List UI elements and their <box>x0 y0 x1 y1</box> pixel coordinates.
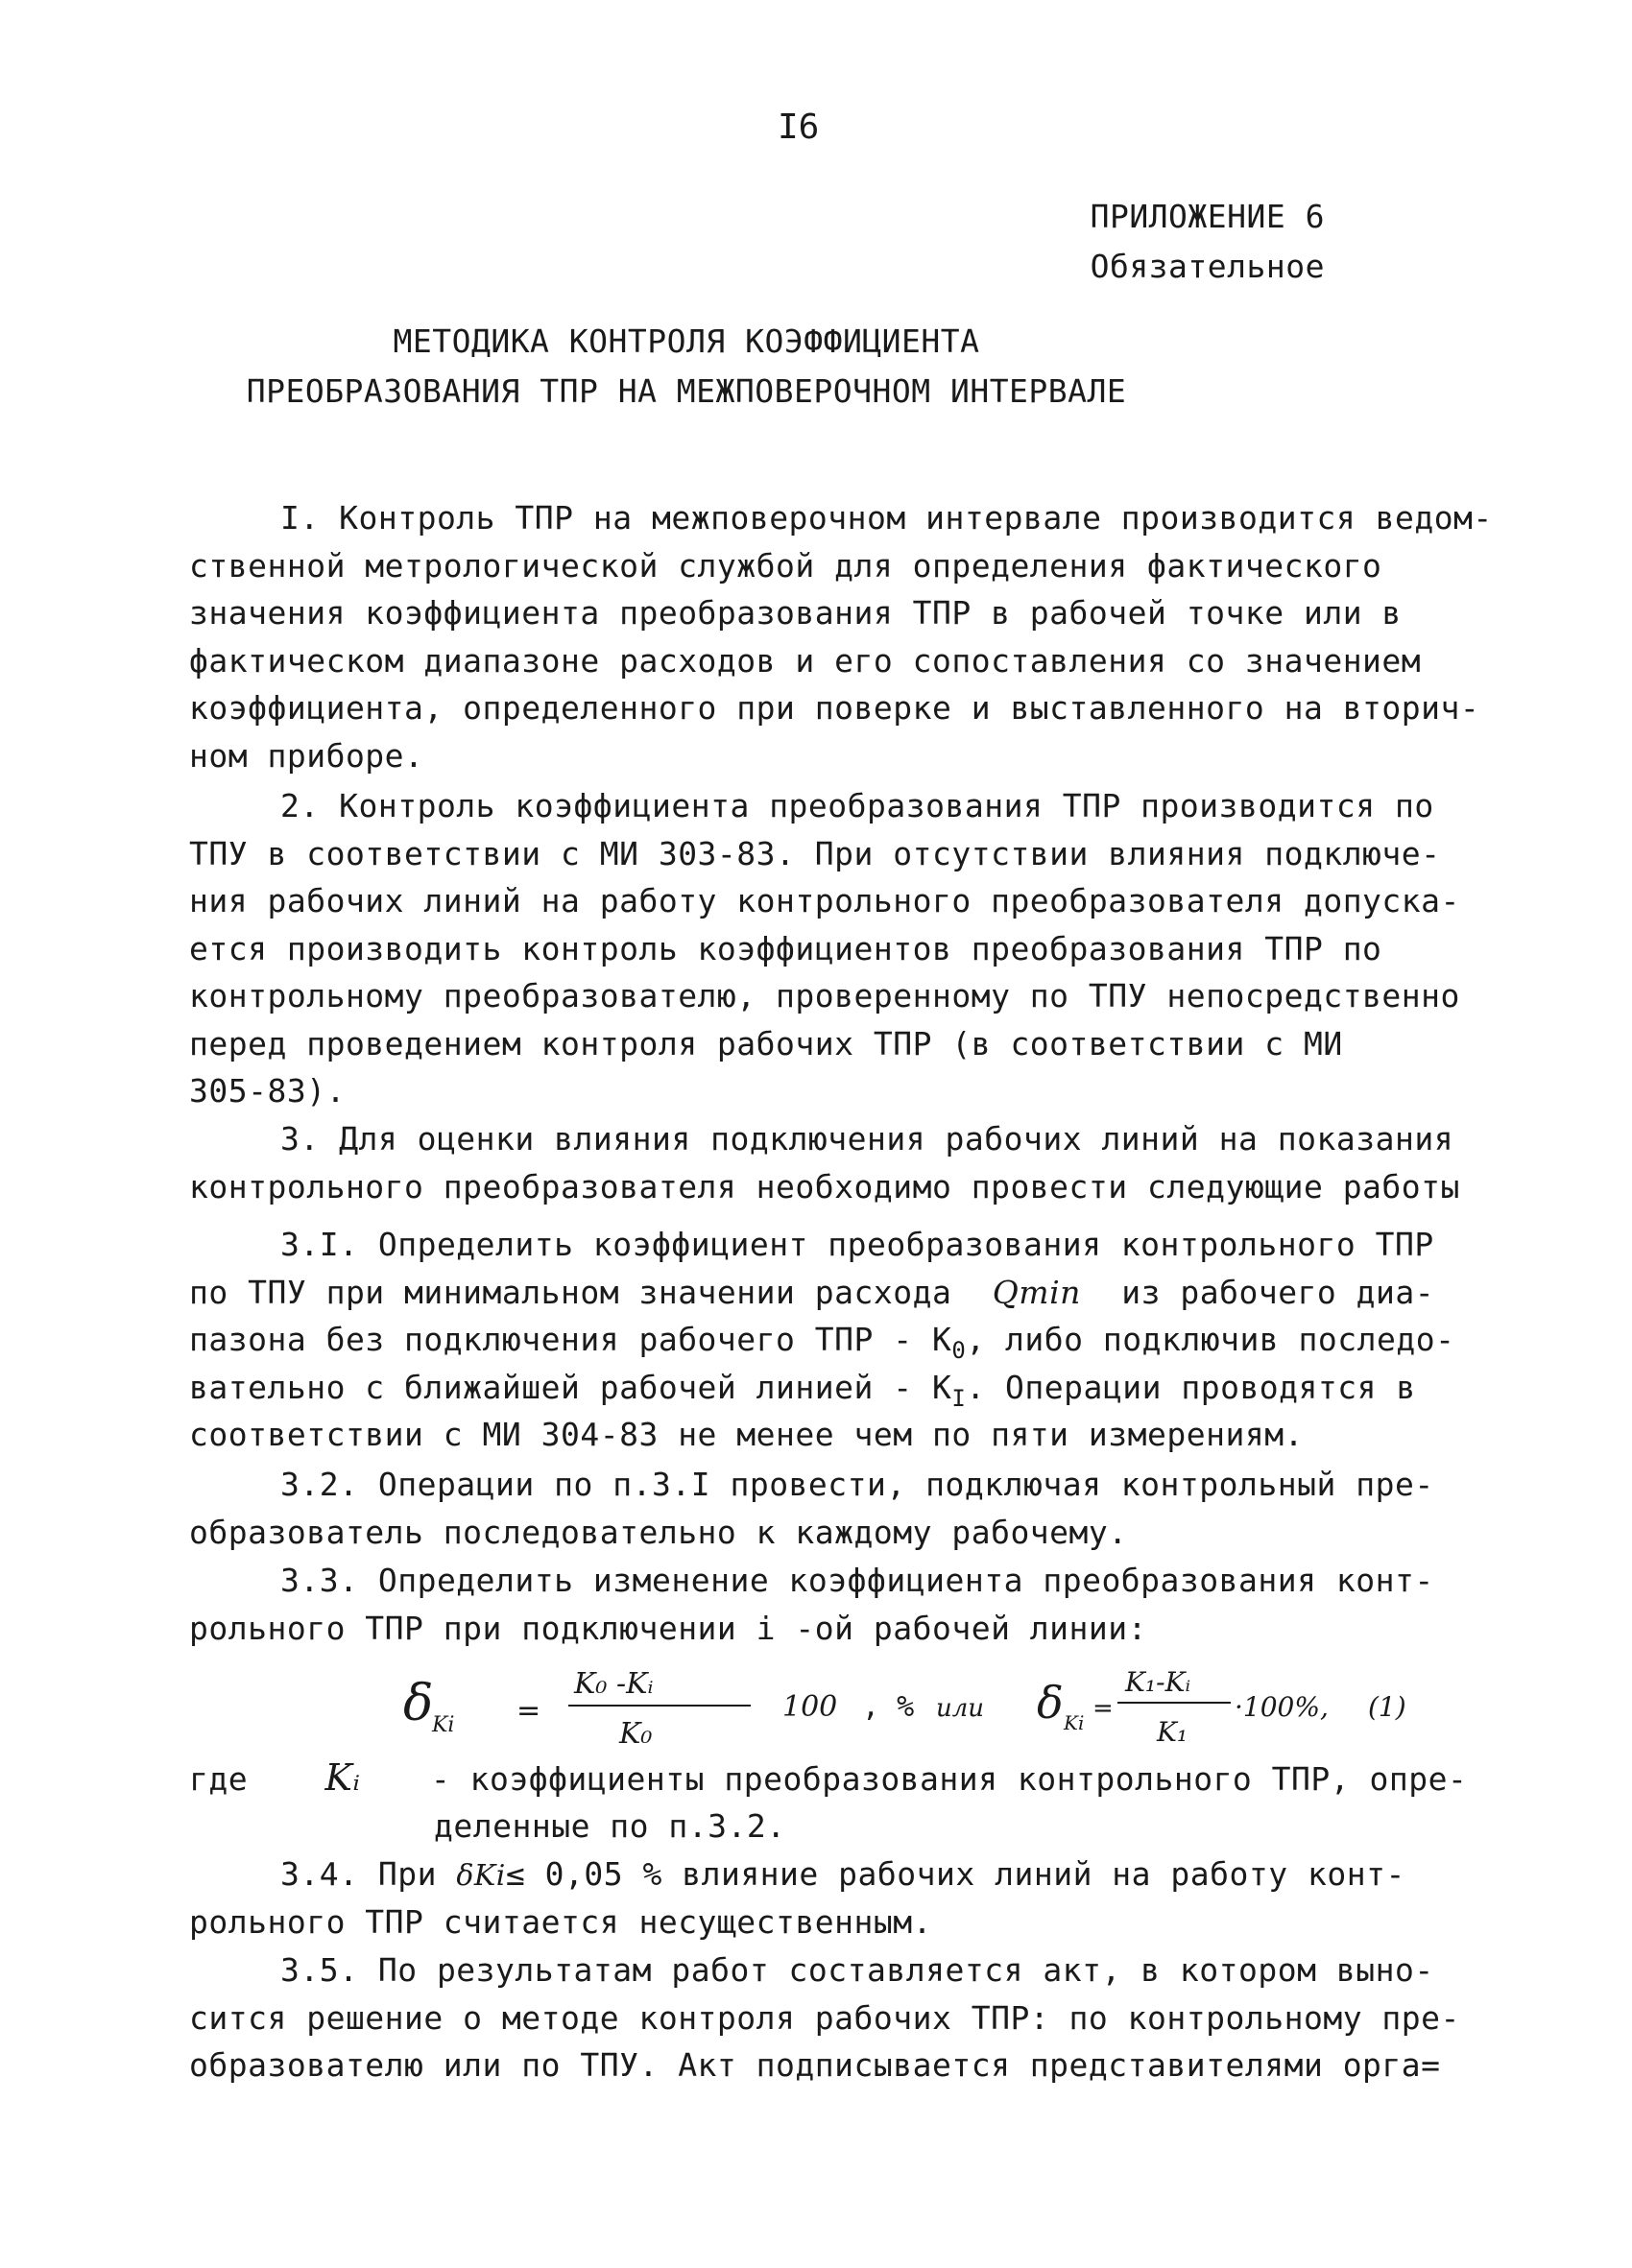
formula-lhs-2: δ <box>1037 1677 1064 1729</box>
paragraph-3-1 <box>189 1221 1455 1459</box>
document-title <box>0 317 1373 417</box>
text-line: контрольного преобразователя необходимо провести следующие работы <box>189 1167 1460 1206</box>
formula-lhs: δ <box>403 1675 434 1732</box>
delta-k-i-symbol: δKi <box>456 1859 506 1893</box>
text-line: коэффициента, определенного при поверке и выставленного на вторич- <box>189 689 1480 727</box>
q-min-symbol: Qmin <box>992 1273 1081 1311</box>
text-line: рольного ТПР при подключении i -ой рабочей линии: <box>189 1609 1148 1647</box>
text-line: 3.I. Определить коэффициент преобразования контрольного ТПР <box>280 1226 1434 1263</box>
text-line: ственной метрологической службой для определения фактического <box>189 546 1382 585</box>
where-clause <box>189 1755 1468 1850</box>
text-line <box>189 1316 1455 1364</box>
text-line: 3.3. Определить изменение коэффициента преобразования конт- <box>280 1562 1434 1599</box>
text-span: по ТПУ при минимальном значении расхода <box>189 1273 952 1311</box>
paragraph-3-3 <box>189 1557 1434 1652</box>
text-span: , либо подключив последо- <box>966 1321 1455 1358</box>
text-line: значения коэффициента преобразования ТПР в рабочей точке или в <box>189 594 1402 632</box>
paragraph-3 <box>189 1115 1460 1210</box>
appendix-label: ПРИЛОЖЕНИЕ 6 <box>1090 198 1325 235</box>
text-line: фактическом диапазоне расходов и его сопоставления со значением <box>189 641 1422 680</box>
formula-or: или <box>936 1694 985 1723</box>
paragraph-2 <box>189 782 1460 1115</box>
text-line: ТПУ в соответствии с МИ 303-83. При отсутствии влияния подключе- <box>189 834 1441 872</box>
text-span: из рабочего диа- <box>1121 1273 1435 1311</box>
formula-factor: 100 <box>782 1690 838 1724</box>
formula-percent: , % <box>862 1690 915 1724</box>
formula-numerator-1: K₀ -Kᵢ <box>574 1667 654 1701</box>
appendix-header <box>1091 192 1325 292</box>
formula-tail: ·100%, <box>1235 1691 1329 1723</box>
text-span: - коэффициенты преобразования контрольного ТПР, опре- <box>430 1760 1468 1798</box>
text-line: перед проведением контроля рабочих ТПР (в соответствии с МИ <box>189 1024 1343 1062</box>
paragraph-1 <box>189 494 1493 779</box>
text-line: 2. Контроль коэффициента преобразования ТПР производится по <box>280 787 1434 824</box>
formula-lhs-2-sub: Ki <box>1064 1711 1085 1734</box>
title-line-1: МЕТОДИКА КОНТРОЛЯ КОЭФФИЦИЕНТА <box>393 322 980 360</box>
text-line: контрольному преобразователю, проверенному по ТПУ непосредственно <box>189 977 1460 1015</box>
text-span: . Операции проводятся в <box>966 1368 1416 1406</box>
text-line: соответствии с МИ 304-83 не менее чем по пяти измерениям. <box>189 1416 1304 1453</box>
k-i-symbol: Kᵢ <box>324 1756 361 1799</box>
formula-lhs-sub: Ki <box>432 1713 455 1737</box>
formula-equals-2: = <box>1092 1694 1114 1723</box>
text-line: ния рабочих линий на работу контрольного преобразователя допуска- <box>189 882 1460 919</box>
text-line: 3.2. Операции по п.3.I провести, подключая контрольный пре- <box>280 1466 1434 1503</box>
text-line: образователь последовательно к каждому рабочему. <box>189 1513 1128 1551</box>
formula-equals: = <box>516 1694 541 1728</box>
text-line <box>189 1755 1468 1802</box>
text-line: 3. Для оценки влияния подключения рабочих линий на показания <box>280 1120 1454 1158</box>
text-line: деленные по п.3.2. <box>434 1806 786 1845</box>
text-line <box>189 1269 1435 1317</box>
text-span: 3.4. При <box>280 1855 437 1893</box>
paragraph-3-5 <box>189 1946 1460 2089</box>
title-line-2: ПРЕОБРАЗОВАНИЯ ТПР НА МЕЖПОВЕРОЧНОМ ИНТЕРВАЛЕ <box>246 372 1127 410</box>
text-line <box>189 1850 1423 1898</box>
formula-numerator-2: K₁-Kᵢ <box>1125 1666 1191 1698</box>
text-line: образователю или по ТПУ. Акт подписывается представителями орга= <box>189 2046 1441 2084</box>
subscript: I <box>951 1384 967 1412</box>
formula-denominator-1: K₀ <box>619 1717 653 1751</box>
page-number: I6 <box>778 107 820 147</box>
text-line: I. Контроль ТПР на межповерочном интервале производится ведом- <box>280 499 1493 537</box>
text-line: ном приборе. <box>189 736 424 775</box>
appendix-status: Обязательное <box>1090 248 1325 285</box>
text-line: сится решение о методе контроля рабочих ТПР: по контрольному пре- <box>189 1998 1460 2037</box>
text-span: вательно с ближайшей рабочей линией - К <box>189 1368 952 1406</box>
subscript: 0 <box>951 1337 967 1364</box>
formula-number: (1) <box>1368 1691 1406 1723</box>
text-line: 305-83). <box>189 1072 346 1110</box>
formula-denominator-2: K₁ <box>1157 1716 1188 1748</box>
text-span: ≤ 0,05 % влияние рабочих линий на работу конт- <box>505 1855 1405 1893</box>
text-line: ется производить контроль коэффициентов преобразования ТПР по <box>189 929 1382 967</box>
text-line <box>189 1364 1423 1412</box>
where-word: где <box>189 1760 249 1798</box>
paragraph-3-4 <box>189 1850 1423 1946</box>
text-span: пазона без подключения рабочего ТПР - К <box>189 1321 952 1358</box>
formula-1 <box>403 1653 1421 1758</box>
text-line: рольного ТПР считается несущественным. <box>189 1902 932 1941</box>
text-line: 3.5. По результатам работ составляется акт, в котором выно- <box>280 1951 1434 1989</box>
paragraph-3-2 <box>189 1461 1434 1556</box>
